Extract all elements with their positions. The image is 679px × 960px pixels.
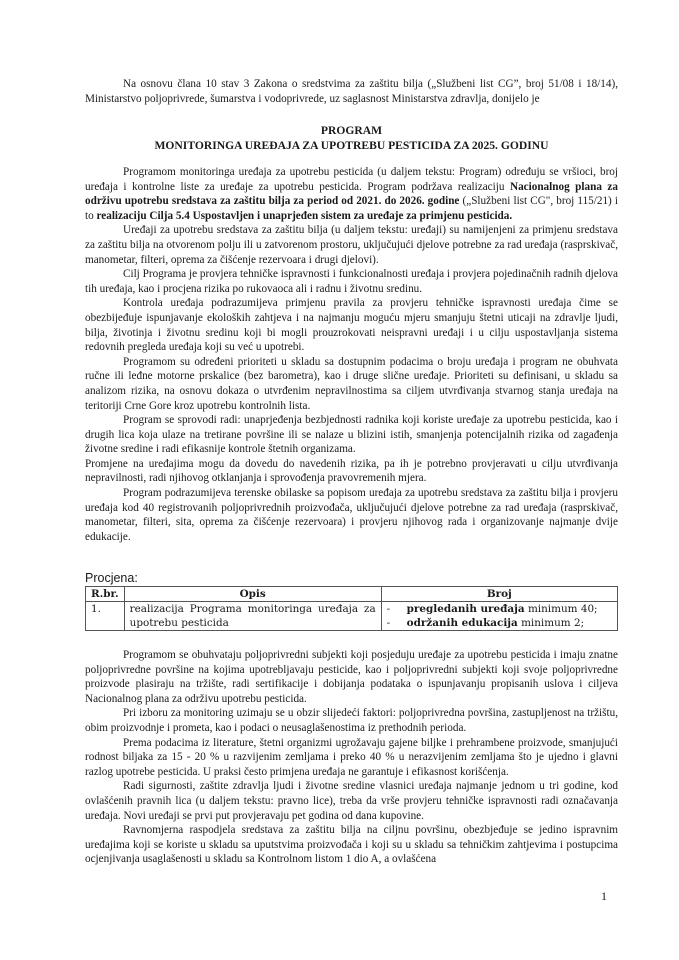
broj-item	[387, 602, 612, 616]
paragraph-7: Promjene na uređajima mogu da dovedu do navedenih rizika, pa ih je potrebno provjeravati u cilju utvrđivanja nepravilnosti, radi njihovog otklanjanja i sprovođenja pravovremenih mjera.	[85, 457, 618, 485]
page-number: 1	[601, 889, 607, 903]
table-row	[86, 602, 618, 631]
title-line-2: MONITORINGA UREĐAJA ZA UPOTREBU PESTICIDA ZA 2025. GODINU	[154, 138, 549, 152]
paragraph-4: Kontrola uređaja podrazumijeva primjenu pravila za provjeru tehničke ispravnosti uređaja čime se obezbijeđuje ispunjavanje ekoloških zahtjeva i na najmanju moguću mjeru smanjuju štetni uticaji na zdravlje ljudi, bilja, životinja i životnu sredinu koji bi mogli prouzrokovati neispravni uređaji i u cilju uspostavljanja sistema redovnih pregleda uređaja koji su već u upotrebi.	[85, 297, 618, 354]
dash-bullet: -	[386, 603, 391, 615]
broj-item-bold: pregledanih uređaja	[406, 603, 525, 615]
dash-bullet: -	[386, 617, 391, 629]
assessment-label: Procjena:	[85, 571, 138, 585]
body-section-2	[85, 648, 618, 867]
paragraph-10: Pri izboru za monitoring uzimaju se u obzir slijedeći faktori: poljoprivredna površina, zastupljenost na tržištu, obim proizvodnje i prometa, kao i podaci o neusaglašenostima iz prethodnih perioda.	[85, 707, 618, 734]
broj-item-rest: minimum 40;	[524, 603, 598, 615]
p1-text-a: Programom monitoringa uređaja za upotrebu pesticida (u daljem tekstu: Program) određuju se vršioci, broj uređaja i kontrolne liste za uređaje za upotrebu pesticida. Program podržava realizaciju	[85, 166, 618, 193]
paragraph-6: Program se sprovodi radi: unaprjeđenja bezbjednosti radnika koji koriste uređaje za upotrebu pesticida, kao i drugih lica koja ulaze na tretirane površine ili se nalaze u blizini istih, smanjenja potencijalnih rizika od zagađenja životne sredine i radi efikasnije kontrole štetnih organizama.	[85, 414, 618, 456]
cell-broj	[381, 602, 617, 631]
paragraph-2: Uređaji za upotrebu sredstava za zaštitu bilja (u daljem tekstu: uređaji) su namijenjeni za primjenu sredstava za zaštitu bilja na otvorenom polju ili u zatvorenom prostoru, uključujući djelove potrebne za rad uređaja (rasprskivač, manometar, filteri, oprema za čišćenje rezervoara i drugi djelovi).	[85, 224, 618, 266]
broj-item-bold: održanih edukacija	[406, 617, 518, 629]
paragraph-1	[85, 165, 618, 223]
cell-desc: realizacija Programa monitoringa uređaja za upotrebu pesticida	[124, 602, 381, 631]
paragraph-8: Program podrazumijeva terenske obilaske sa popisom uređaja za upotrebu sredstava za zaštitu bilja i provjeru uređaja kod 40 registrovanih poljoprivrednih proizvođača, uključujući djelove potrebne za rad uređaja (rasprskivač, manometar, filteri, sita, oprema za čišćenje rezervoara) i provjeru njihovog rada i organizovanje najmanje dvije edukacije.	[85, 487, 618, 543]
p1-text-c: („Službeni list CG", broj 115/21) i to	[85, 195, 618, 222]
cell-num: 1.	[86, 602, 125, 631]
paragraph-11: Prema podacima iz literature, štetni organizmi ugrožavaju gajene biljke i prehrambene proizvode, smanjujući rodnost biljaka za 15 - 20 % u razvijenim zemljama i preko 40 % u nerazvijenim zemljama što je ujedno i glavni razlog upotrebe pesticida. U praksi često primjena uređaja ne garantuje i efikasnost korišćenja.	[85, 736, 618, 778]
p1-bold-plan: Nacionalnog plana za održivu upotrebu sredstava za zaštitu bilja za period od 2021. do 2026. godine	[85, 180, 618, 208]
broj-item	[387, 616, 612, 630]
broj-item-rest: minimum 2;	[517, 617, 585, 629]
header-rbr: R.br.	[86, 587, 125, 602]
p1-bold-goal: realizaciju Cilja 5.4 Uspostavljen i unaprjeđen sistem za uređaje za primjenu pesticida.	[96, 209, 513, 222]
paragraph-3: Cilj Programa je provjera tehničke ispravnosti i funkcionalnosti uređaja i provjera pojedinačnih radnih djelova tih uređaja, kao i procjena rizika po rukovaoca ali i radnu i životnu sredinu.	[85, 268, 618, 295]
preamble	[85, 77, 618, 106]
paragraph-5: Programom su određeni prioriteti u skladu sa dostupnim podacima o broju uređaja i program ne obuhvata ručne ili leđne motorne prskalice (bez barometra), kao i druge slične uređaje. Prioriteti su definisani, u skladu sa analizom rizika, na osnovu dokaza o utvrđenim nepravilnostima sa ciljem utvrđivanja stvarnog stanja uređaja na teritoriji Crne Gore kroz upotrebu kontrolnih lista.	[85, 355, 618, 412]
paragraph-9: Programom se obuhvataju poljoprivredni subjekti koji posjeduju uređaje za upotrebu pesticida i imaju znatne poljoprivredne površine na kojima upotrebljavaju pesticide, kao i poljoprivredni subjekti koji svoje poljoprivredne proizvode plasiraju na tržište, radi sertifikacije i dobijanja podataka o ispunjavanju propisanih uslova i ciljeva Nacionalnog plana za održivu upotrebu pesticida.	[85, 649, 618, 705]
paragraph-13: Ravnomjerna raspodjela sredstava za zaštitu bilja na ciljnu površinu, obezbjeđuje se jedino ispravnim uređajima koji se koriste u skladu sa uputstvima proizvođača i koji su u skladu sa tehničkim zahtjevima i postupcima ocjenjivanja usaglašenosti u skladu sa Kontrolnom listom 1 dio A, a ovlašćena	[85, 824, 618, 866]
paragraph-12: Radi sigurnosti, zaštite zdravlja ljudi i životne sredine vlasnici uređaja najmanje jednom u tri godine, kod ovlašćenih pravnih lica (u daljem tekstu: pravno lice), treba da vrše provjeru tehničke ispravnosti radi označavanja uređaja. Novi uređaji se prvi put provjeravaju pet godina od dana kupovine.	[85, 780, 618, 822]
preamble-text: Na osnovu člana 10 stav 3 Zakona o sredstvima za zaštitu bilja („Službeni list CG”, broj 51/08 i 18/14), Ministarstvo poljoprivrede, šumarstva i vodoprivrede, uz saglasnost Ministarstva zdravlja, donijelo je	[85, 78, 618, 105]
header-broj: Broj	[381, 587, 617, 602]
assessment-table	[85, 586, 618, 631]
title-line-1: PROGRAM	[320, 124, 383, 137]
table-header-row	[86, 587, 618, 602]
document-title	[85, 124, 618, 153]
header-opis: Opis	[124, 587, 381, 602]
body-section-1	[85, 165, 618, 544]
